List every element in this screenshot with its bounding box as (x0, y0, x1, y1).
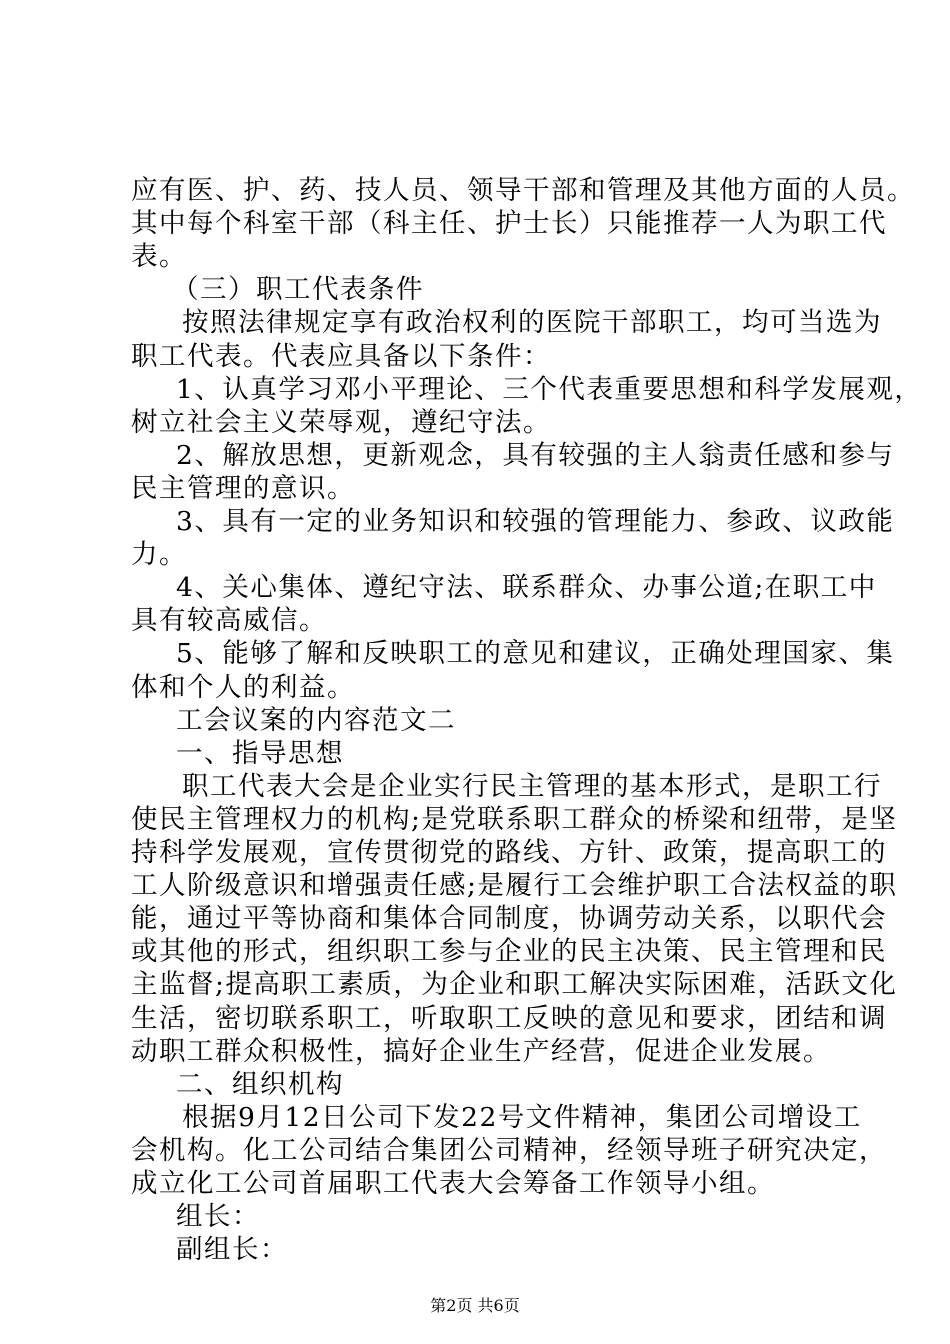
body-text-line: 或其他的形式，组织职工参与企业的民主决策、民主管理和民 (131, 936, 887, 968)
group-leader-label: 组长： (176, 1201, 260, 1233)
body-text-line: 生活，密切联系职工，听取职工反映的意见和要求，团结和调 (131, 1002, 887, 1034)
body-text-line: 表。 (131, 241, 187, 273)
section-heading: 一、指导思想 (176, 737, 344, 769)
body-text-line: 动职工群众积极性，搞好企业生产经营，促进企业发展。 (131, 1035, 831, 1067)
list-item-line: 2、解放思想，更新观念，具有较强的主人翁责任感和参与 (176, 439, 895, 471)
page-number-footer: 第2页 共6页 (430, 1296, 520, 1315)
body-text-line: 持科学发展观，宣传贯彻党的路线、方针、政策，提高职工的 (131, 837, 887, 868)
body-text-line: 应有医、护、药、技人员、领导干部和管理及其他方面的人员。 (131, 175, 915, 206)
list-item-line: 力。 (131, 539, 187, 571)
body-text-line: 职工代表大会是企业实行民主管理的基本形式，是职工行 (182, 770, 882, 802)
list-item-line: 3、具有一定的业务知识和较强的管理能力、参政、议政能 (176, 506, 895, 537)
list-item-line: 5、能够了解和反映职工的意见和建议，正确处理国家、集 (176, 638, 895, 670)
body-text-line: 会机构。化工公司结合集团公司精神，经领导班子研究决定， (131, 1134, 887, 1166)
body-text-line: 成立化工公司首届职工代表大会筹备工作领导小组。 (131, 1168, 775, 1199)
body-text-line: 能，通过平等协商和集体合同制度，协调劳动关系，以职代会 (131, 903, 887, 935)
list-item-line: 1、认真学习邓小平理论、三个代表重要思想和科学发展观， (176, 373, 923, 405)
list-item-line: 民主管理的意识。 (131, 472, 355, 504)
body-text-line: 使民主管理权力的机构;是党联系职工群众的桥梁和纽带，是坚 (131, 803, 898, 835)
document-subtitle: 工会议案的内容范文二 (176, 704, 456, 736)
list-item-line: 具有较高威信。 (131, 605, 327, 637)
section-heading: 二、组织机构 (176, 1068, 344, 1100)
section-heading: （三）职工代表条件 (172, 274, 424, 306)
body-text-line: 按照法律规定享有政治权利的医院干部职工，均可当选为 (182, 307, 882, 339)
deputy-leader-label: 副组长： (176, 1234, 288, 1266)
list-item-line: 4、关心集体、遵纪守法、联系群众、办事公道;在职工中 (176, 572, 877, 604)
list-item-line: 树立社会主义荣辱观，遵纪守法。 (131, 406, 551, 438)
body-text-line: 工人阶级意识和增强责任感;是履行工会维护职工合法权益的职 (131, 870, 898, 902)
body-text-line: 主监督;提高职工素质，为企业和职工解决实际困难，活跃文化 (131, 969, 898, 1001)
body-text-line: 根据9月12日公司下发22号文件精神，集团公司增设工 (182, 1101, 862, 1133)
list-item-line: 体和个人的利益。 (131, 671, 355, 703)
body-text-line: 职工代表。代表应具备以下条件： (131, 340, 551, 372)
body-text-line: 其中每个科室干部（科主任、护士长）只能推荐一人为职工代 (131, 208, 887, 240)
